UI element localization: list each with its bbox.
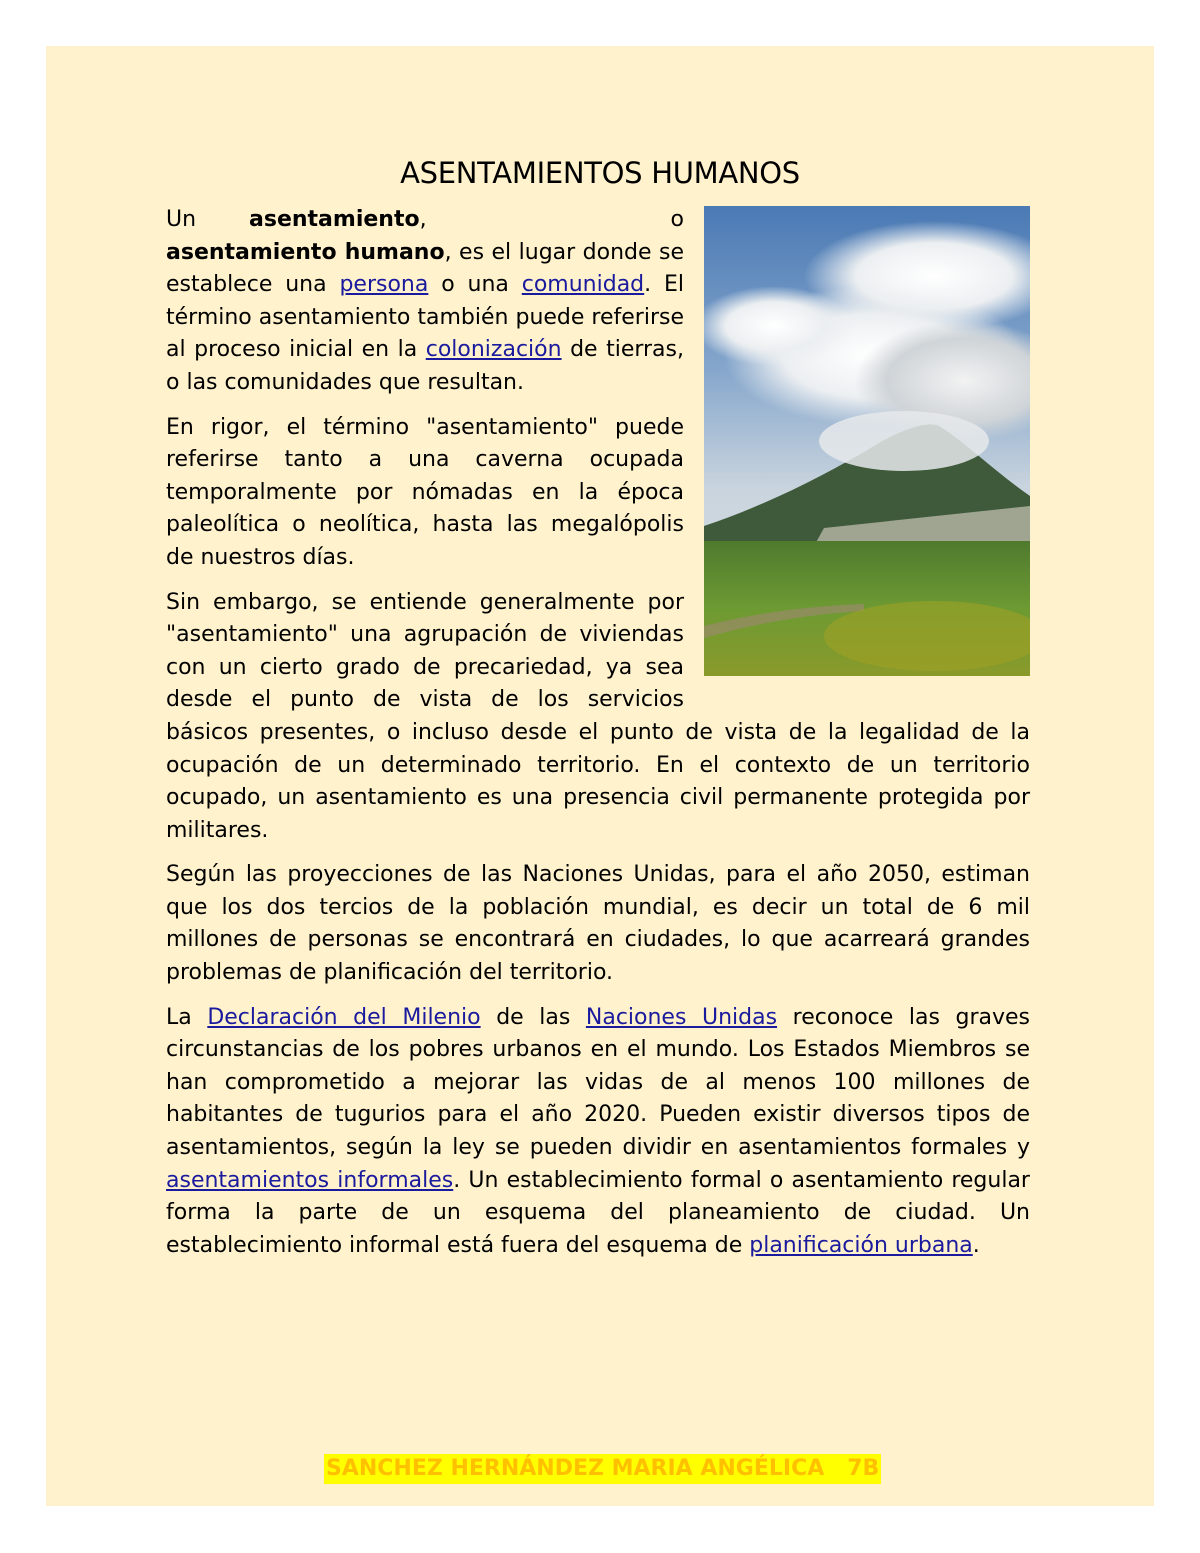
text-run: o una — [428, 272, 522, 298]
text-run: o — [617, 207, 684, 232]
link-persona[interactable]: persona — [339, 272, 429, 298]
text-run: . — [972, 1232, 980, 1258]
link-naciones-unidas[interactable]: Naciones Unidas — [585, 1004, 778, 1030]
bold-term: asentamiento humano — [166, 239, 445, 265]
link-declaracion-del-milenio[interactable]: Declaración del Milenio — [207, 1004, 481, 1030]
link-asentamientos-informales[interactable]: asentamientos informales — [166, 1167, 454, 1193]
paragraph-3: Sin embargo, se entiende generalmente por "asentamiento" una agrupación de viviendas con un cierto grado de precariedad, ya sea desde el punto de vista de los servicios básicos presentes, o incluso desde el punto de vista de la legalidad de la ocupación de un determinado territorio. En el contexto de un territorio ocupado, un asentamiento es una presencia civil permanente protegida por militares. — [166, 589, 1030, 843]
text-run: . Un establecimiento formal o asentamiento regular forma la parte de un esquema del planeamiento de ciudad. Un establecimiento informal está fuera del esquema de — [166, 1167, 1030, 1258]
text-run: Un — [166, 207, 250, 232]
text-run: , — [419, 207, 480, 232]
landscape-photo-mountain-clouds-icon — [704, 206, 1030, 676]
paragraph-4: Según las proyecciones de las Naciones Unidas, para el año 2050, estiman que los dos tercios de la población mundial, es decir un total de 6 mil millones de personas se encontrará en ciudades, lo que acarreará grandes problemas de planificación del territorio. — [166, 862, 1030, 986]
document-title: ASENTAMIENTOS HUMANOS — [400, 156, 800, 190]
text-run: , es el lugar donde se establece una — [166, 239, 685, 298]
link-planificacion-urbana[interactable]: planificación urbana — [749, 1232, 973, 1258]
paragraph-5 — [166, 1002, 1030, 1263]
author-footer: SANCHEZ HERNÁNDEZ MARIA ANGÉLICA 7B — [324, 1454, 881, 1484]
text-run: La — [166, 1004, 208, 1030]
link-colonizacion[interactable]: colonización — [425, 337, 562, 363]
text-run: de las — [480, 1004, 586, 1030]
text-run: de tierras, o las comunidades que resultan. — [166, 337, 684, 395]
bold-term: asentamiento — [249, 207, 420, 232]
text-run: . El término asentamiento también puede referirse al proceso inicial en la — [166, 272, 685, 363]
link-comunidad[interactable]: comunidad — [521, 272, 645, 298]
document-page — [46, 46, 1154, 1506]
paragraph-2: En rigor, el término "asentamiento" puede referirse tanto a una caverna ocupada temporalmente por nómadas en la época paleolítica o neolítica, hasta las megalópolis de nuestros días. — [166, 414, 684, 570]
document-body — [166, 204, 1030, 1274]
text-run: reconoce las graves circunstancias de los pobres urbanos en el mundo. Los Estados Miembros se han comprometido a mejorar las vidas de al menos 100 millones de habitantes de tugurios para el año 2020. Pueden existir diversos tipos de asentamientos, según la ley se pueden dividir en asentamientos formales y — [166, 1004, 1031, 1161]
